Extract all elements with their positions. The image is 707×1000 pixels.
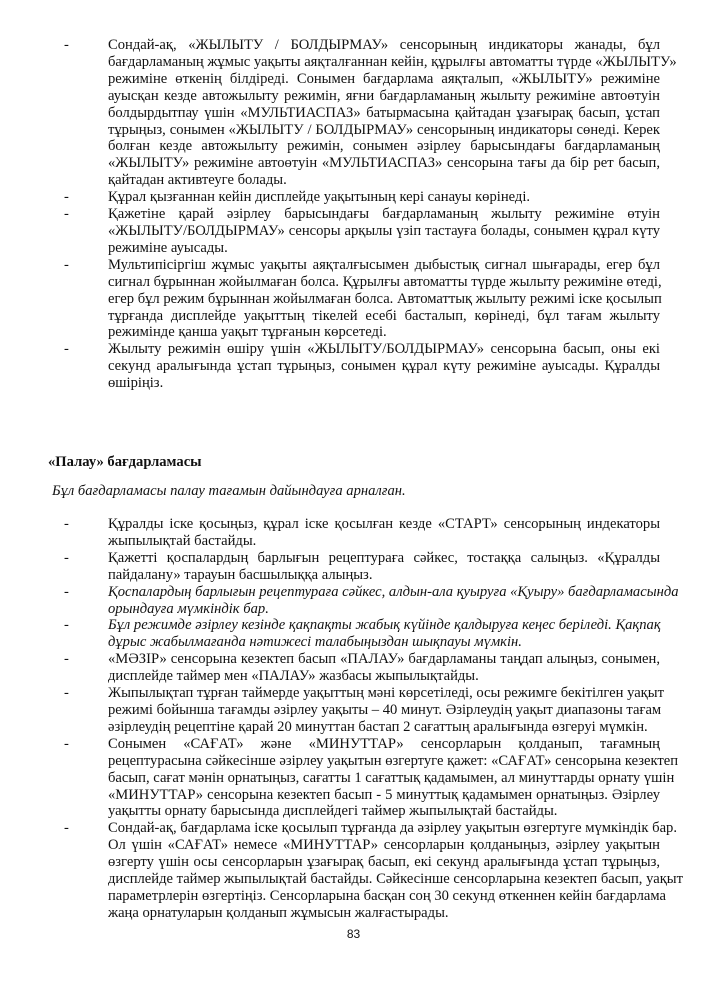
text-line: дисплейде таймер жыпылықтай бастайды. Сәйкесінше сенсорларына кезектеп басып, уақыт xyxy=(108,871,683,888)
bullet-dash: - xyxy=(64,206,69,223)
text-line: Жылыту режимін өшіру үшін «ЖЫЛЫТУ/БОЛДЫРМАУ» сенсорына басып, оны екі xyxy=(108,341,660,358)
section1-list xyxy=(0,37,707,392)
text-line: режиміне өткенің білдіреді. Сонымен бағдарлама аяқталып, «ЖЫЛЫТУ» режиміне xyxy=(108,70,660,87)
bullet-dash: - xyxy=(64,617,69,634)
text-line: тұрыңыз, сонымен «ЖЫЛЫТУ / БОЛДЫРМАУ» сенсорының индикаторы сөнеді. Керек xyxy=(108,121,660,138)
text-line: дисплейде таймер мен «ПАЛАУ» жазбасы жыпылықтайды. xyxy=(108,668,479,685)
text-line: «ЖЫЛЫТУ» режиміне автоөтуін «МУЛЬТИАСПАЗ» сенсорына тағы да бір рет басып, xyxy=(108,155,660,172)
list-item xyxy=(0,820,707,921)
text-line: Ол үшін «САҒАТ» немесе «МИНУТТАР» сенсорларын қолданыңыз, әзірлеу уақытын xyxy=(108,837,660,854)
text-line: Жыпылықтап тұрған таймерде уақыттың мәні көрсетіледі, осы режимге бекітілген уақыт xyxy=(108,685,664,702)
text-line: Қажетті қоспалардың барлығын рецептураға сәйкес, тостаққа салыңыз. «Құралды xyxy=(108,549,660,566)
text-line: пайдалану» тарауын басшылыққа алыңыз. xyxy=(108,566,373,583)
text-line: тұрғанда дисплейде уақыттың тікелей есебі басталып, көрінеді, бұл тағам жылыту xyxy=(108,307,660,324)
text-line: уақытты орнату барысында дисплейдегі таймер жыпылықтай бастайды. xyxy=(108,803,558,820)
list-item xyxy=(0,617,707,651)
list-item xyxy=(0,550,707,584)
text-line: қайтадан активтеуге болады. xyxy=(108,172,287,189)
text-line: өзгерту үшін осы сенсорларын ұзағырақ басып, екі секунд аралығында ұстап тұрыңыз, xyxy=(108,854,660,871)
text-line: Қажетіне қарай әзірлеу барысындағы бағдарламаның жылыту режиміне өтуін xyxy=(108,206,660,223)
text-line: Құрал қызғаннан кейін дисплейде уақытының кері санауы көрінеді. xyxy=(108,189,531,206)
bullet-dash: - xyxy=(64,549,69,566)
text-line: бағдарламаның жұмыс уақыты аяқталғаннан кейін, құрылғы автоматты түрде «ЖЫЛЫТУ» xyxy=(108,53,677,70)
list-item xyxy=(0,651,707,685)
section-intro: Бұл бағдарламасы палау тағамын дайындауға арналған. xyxy=(52,483,406,499)
text-line: рецептурасына сәйкесінше әзірлеу уақытын өзгертуге қажет: «САҒАТ» сенсорына кезектеп xyxy=(108,752,679,769)
text-line: «ЖЫЛЫТУ/БОЛДЫРМАУ» сенсоры арқылы үзіп тастауға болады, сонымен құрал күту xyxy=(108,222,660,239)
text-line: Сонымен «САҒАТ» және «МИНУТТАР» сенсорларын қолданып, тағамның xyxy=(108,735,660,752)
text-line: дұрыс жабылмағанда нәтижесі талабыңыздан шықпауы мүмкін. xyxy=(108,634,522,651)
list-item xyxy=(0,189,707,206)
bullet-dash: - xyxy=(64,583,69,600)
bullet-dash: - xyxy=(64,341,69,358)
text-line: режимі бойынша тағамды әзірлеу уақыты – 40 минут. Әзірлеудің уақыт диапазоны тағам xyxy=(108,701,662,718)
list-item xyxy=(0,206,707,257)
bullet-dash: - xyxy=(64,516,69,532)
bullet-dash: - xyxy=(64,735,69,752)
text-line: болған кезде автожылыту режимін, сонымен әзірлеу барысындағы бағдарламаның xyxy=(108,138,660,155)
text-line: «МӘЗІР» сенсорына кезектеп басып «ПАЛАУ» бағдарламаны таңдап алыңыз, сонымен, xyxy=(108,651,660,668)
text-line: басып, сағат мәнін орнатыңыз, сағатты 1 сағаттық қадамымен, ал минуттарды орнату үшін xyxy=(108,769,675,786)
list-item xyxy=(0,736,707,821)
text-line: сигнал бұрыннан жойылмаған болса. Құрылғы автоматты түрде жылыту режиміне өтеді, xyxy=(108,273,662,290)
bullet-dash: - xyxy=(64,820,69,837)
list-item xyxy=(0,37,707,189)
text-line: орындауға мүмкіндік бар. xyxy=(108,600,269,617)
text-line: болдырдытпау үшін «МУЛЬТИАСПАЗ» батырмасына қайтадан ұзағырақ басып, ұстап xyxy=(108,104,660,121)
bullet-dash: - xyxy=(64,37,69,53)
text-line: жаңа орнатуларын қолданып жұмысын жалғастырады. xyxy=(108,904,449,921)
list-item xyxy=(0,341,707,392)
text-line: режиміне ауысады. xyxy=(108,239,228,256)
list-item xyxy=(0,584,707,618)
text-line: ауысқан кезде автожылыту режимін, яғни бағдарламаның жылыту режиміне автоөтуін xyxy=(108,87,660,104)
text-line: секунд аралығында ұстап тұрыңыз, сонымен құрал күту режиміне ауысады. Құралды xyxy=(108,358,660,375)
list-item xyxy=(0,516,707,550)
bullet-dash: - xyxy=(64,685,69,702)
section2-list xyxy=(0,516,707,922)
bullet-dash: - xyxy=(64,651,69,668)
text-line: Сондай-ақ, «ЖЫЛЫТУ / БОЛДЫРМАУ» сенсорының индикаторы жанады, бұл xyxy=(108,37,660,53)
text-line: өшіріңіз. xyxy=(108,375,164,392)
text-line: әзірлеудің рецептіне қарай 20 минуттан бастап 2 сағаттың аралығында өзгеруі мүмкін. xyxy=(108,718,648,735)
list-item xyxy=(0,685,707,736)
text-line: «МИНУТТАР» сенсорына кезектеп басып - 5 минуттық қадамымен орнатыңыз. Әзірлеу xyxy=(108,786,660,803)
list-item xyxy=(0,257,707,342)
text-line: егер бұл режим бұрыннан жойылмаған болса. Автоматтық жылыту режимі іске қосылып xyxy=(108,290,662,307)
text-line: Бұл режимде әзірлеу кезінде қақпақты жабық күйінде қалдыруға кеңес беріледі. Қақпақ xyxy=(108,617,661,634)
text-line: Қоспалардың барлығын рецептураға сәйкес, алдын-ала қуыруға «Қуыру» бағдарламасында xyxy=(108,583,679,600)
section-heading: «Палау» бағдарламасы xyxy=(48,454,202,470)
page-number: 83 xyxy=(346,927,361,941)
bullet-dash: - xyxy=(64,189,69,206)
text-line: жыпылықтай бастайды. xyxy=(108,532,257,549)
text-line: Құралды іске қосыңыз, құрал іске қосылған кезде «СТАРТ» сенсорының индекаторы xyxy=(108,516,660,532)
text-line: режимінде қанша уақыт тұрғанын көрсетеді. xyxy=(108,324,387,341)
text-line: Сондай-ақ, бағдарлама іске қосылып тұрғанда да әзірлеу уақытын өзгертуге мүмкіндік бар. xyxy=(108,820,677,837)
text-line: параметрлерін өзгертіңіз. Сенсорларына басқан соң 30 секунд өткеннен кейін бағдарлама xyxy=(108,887,666,904)
text-line: Мультипісіргіш жұмыс уақыты аяқталғысымен дыбыстық сигнал шығарады, егер бұл xyxy=(108,256,660,273)
bullet-dash: - xyxy=(64,256,69,273)
